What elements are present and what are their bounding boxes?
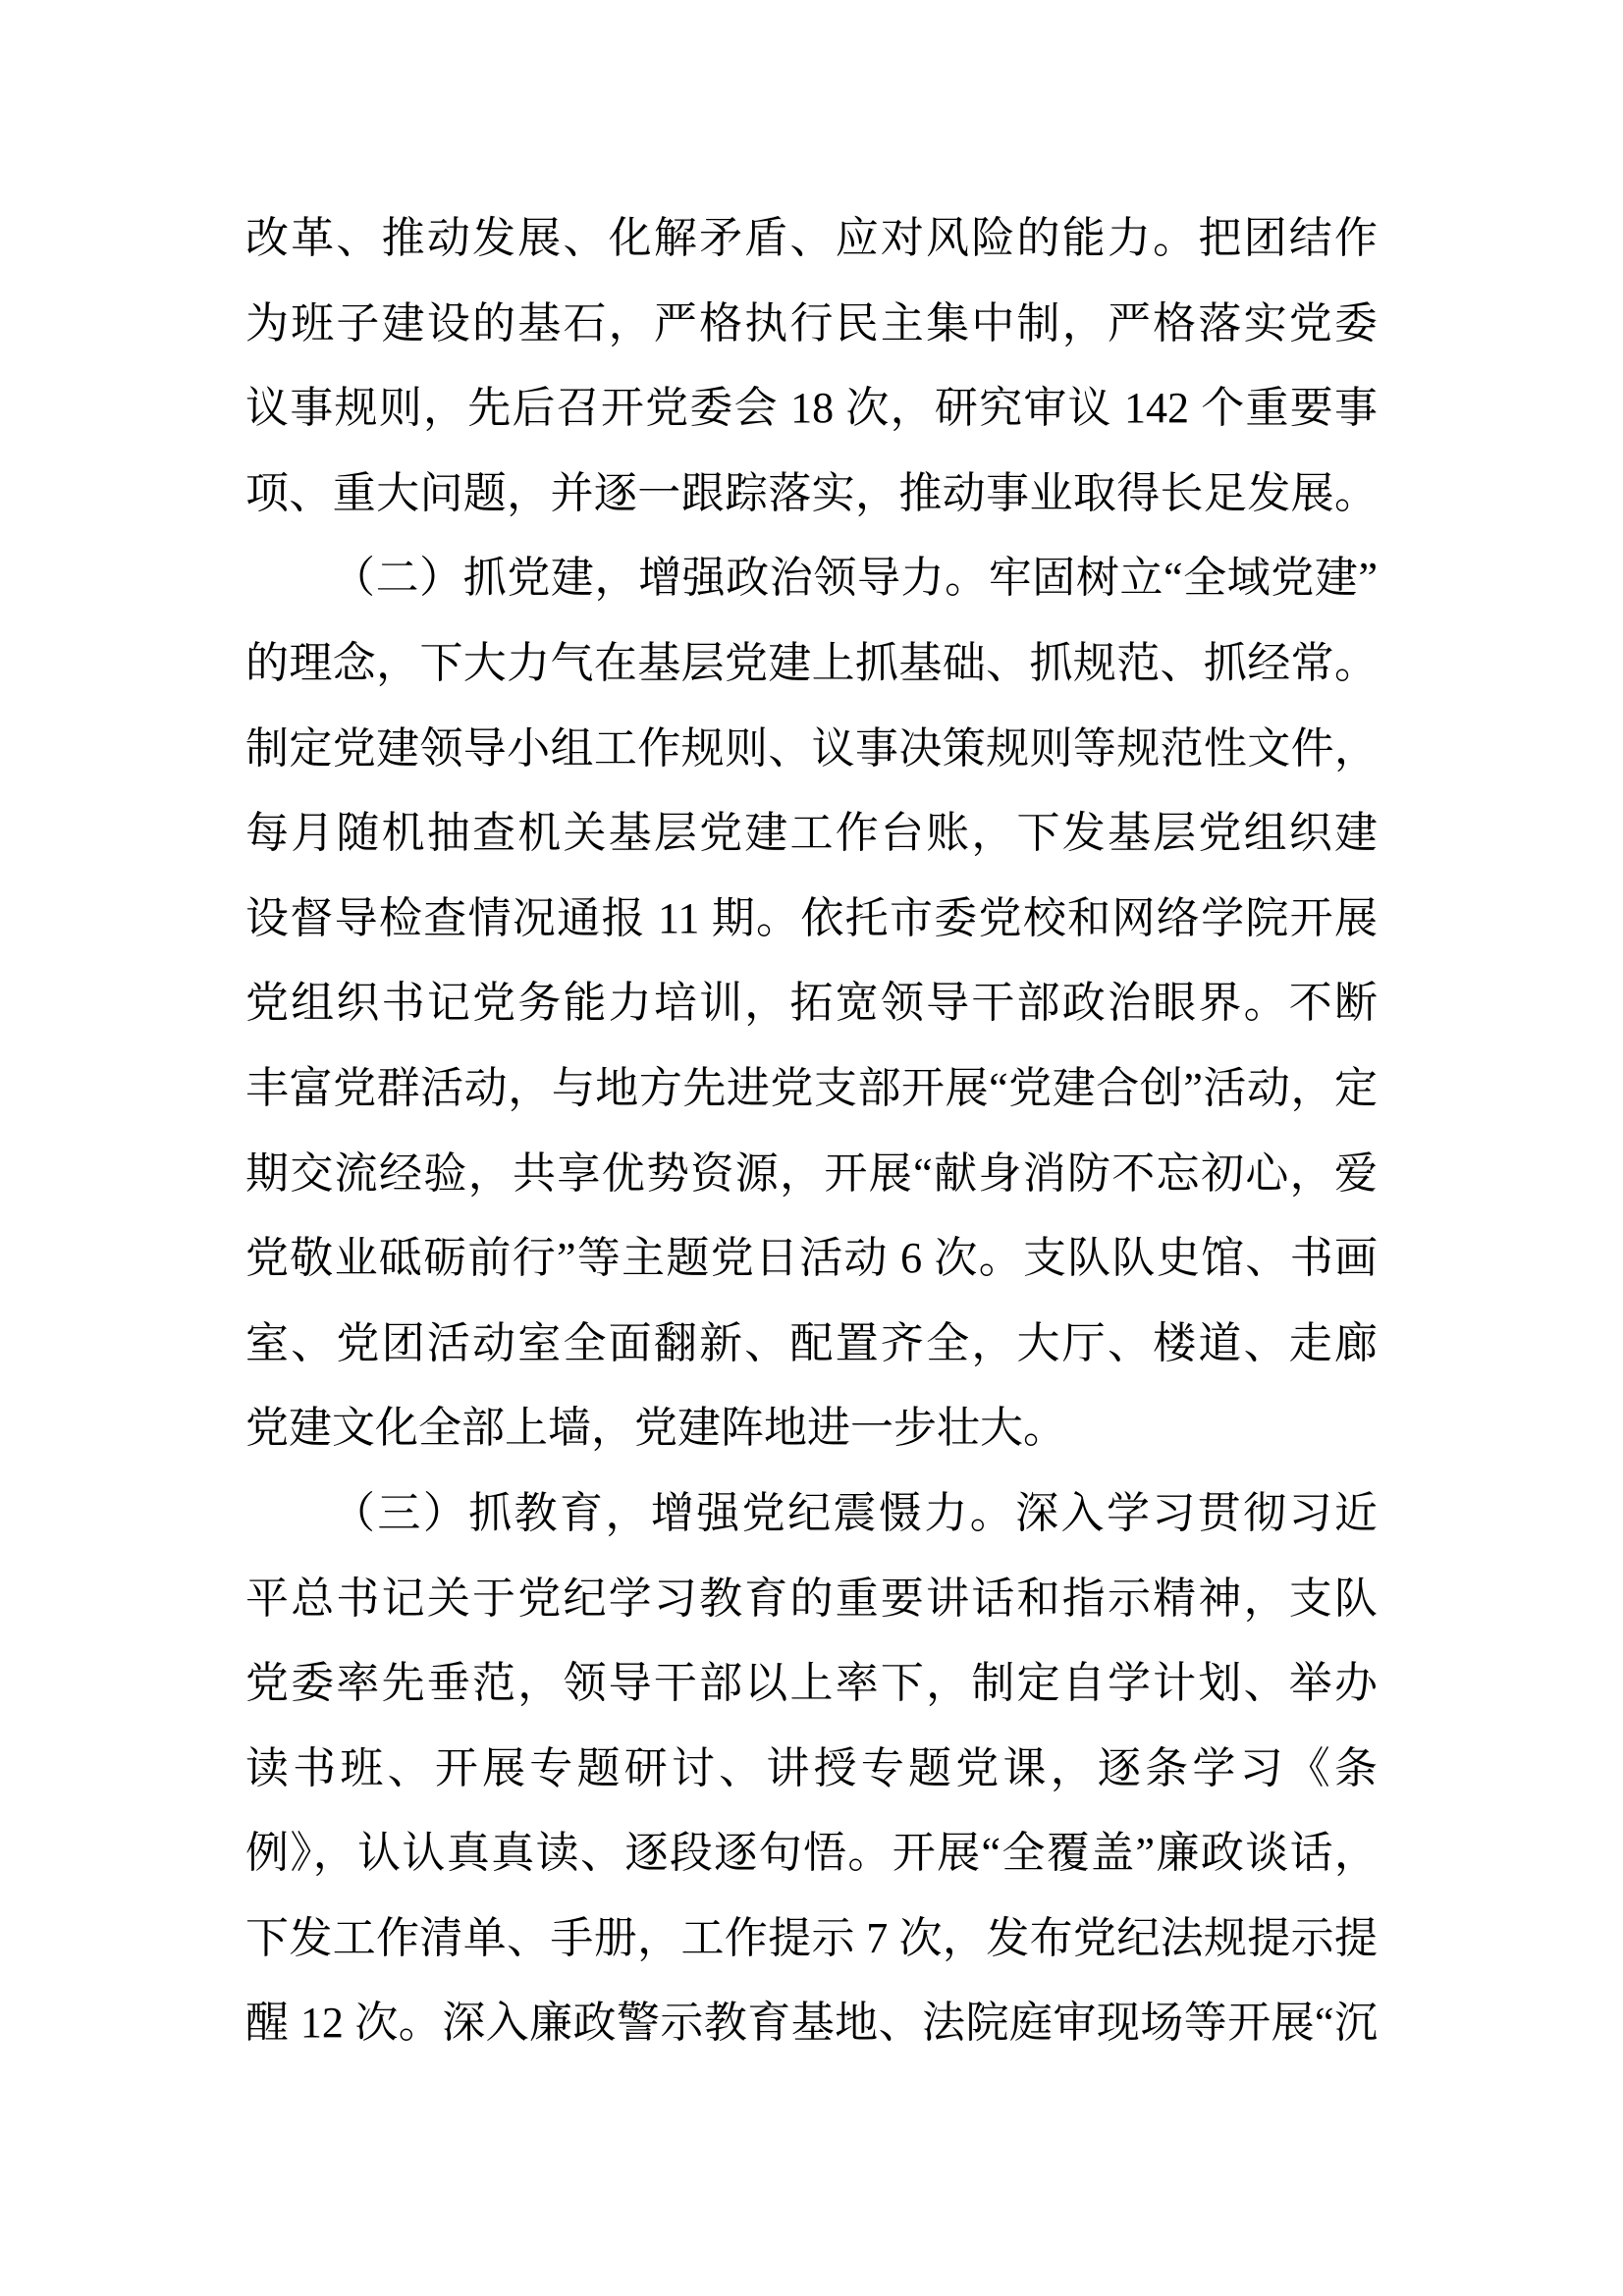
text-line: （三）抓教育，增强党纪震慑力。深入学习贯彻习近 (332, 1488, 1378, 1537)
text-line: 平总书记关于党纪学习教育的重要讲话和指示精神，支队 (245, 1574, 1378, 1623)
text-line: 丰富党群活动，与地方先进党支部开展“党建合创”活动，定 (245, 1063, 1378, 1112)
text-line: 期交流经验，共享优势资源，开展“献身消防不忘初心，爱 (245, 1148, 1378, 1198)
text-line: 党敬业砥砺前行”等主题党日活动 6 次。支队队史馆、书画 (245, 1234, 1378, 1283)
text-line: 醒 12 次。深入廉政警示教育基地、法院庭审现场等开展“沉 (245, 1999, 1378, 2048)
text-line: 议事规则，先后召开党委会 18 次，研究审议 142 个重要事 (245, 384, 1378, 433)
text-line: 例》，认认真真读、逐段逐句悟。开展“全覆盖”廉政谈话， (245, 1829, 1378, 1878)
paragraph-section-2 (245, 536, 1378, 1471)
text-line: 室、党团活动室全面翻新、配置齐全，大厅、楼道、走廊 (245, 1318, 1378, 1367)
paragraph-continuation (245, 196, 1378, 536)
text-line: 为班子建设的基石，严格执行民主集中制，严格落实党委 (245, 298, 1378, 347)
text-line: 读书班、开展专题研讨、讲授专题党课，逐条学习《条 (245, 1743, 1378, 1792)
text-line: （二）抓党建，增强政治领导力。牢固树立“全域党建” (332, 554, 1378, 603)
text-line: 党组织书记党务能力培训，拓宽领导干部政治眼界。不断 (245, 979, 1378, 1028)
text-line: 党建文化全部上墙，党建阵地进一步壮大。 (245, 1404, 1066, 1453)
text-line: 每月随机抽查机关基层党建工作台账，下发基层党组织建 (245, 809, 1378, 858)
document-body (245, 196, 1378, 2066)
text-line: 项、重大问题，并逐一跟踪落实，推动事业取得长足发展。 (245, 468, 1378, 517)
text-line: 的理念，下大力气在基层党建上抓基础、抓规范、抓经常。 (245, 638, 1378, 687)
text-line: 制定党建领导小组工作规则、议事决策规则等规范性文件， (245, 723, 1378, 773)
text-line: 党委率先垂范，领导干部以上率下，制定自学计划、举办 (245, 1659, 1378, 1708)
text-line: 改革、推动发展、化解矛盾、应对风险的能力。把团结作 (245, 214, 1378, 262)
paragraph-section-3 (245, 1471, 1378, 2066)
text-line: 设督导检查情况通报 11 期。依托市委党校和网络学院开展 (245, 893, 1378, 942)
text-line: 下发工作清单、手册，工作提示 7 次，发布党纪法规提示提 (245, 1913, 1378, 1962)
